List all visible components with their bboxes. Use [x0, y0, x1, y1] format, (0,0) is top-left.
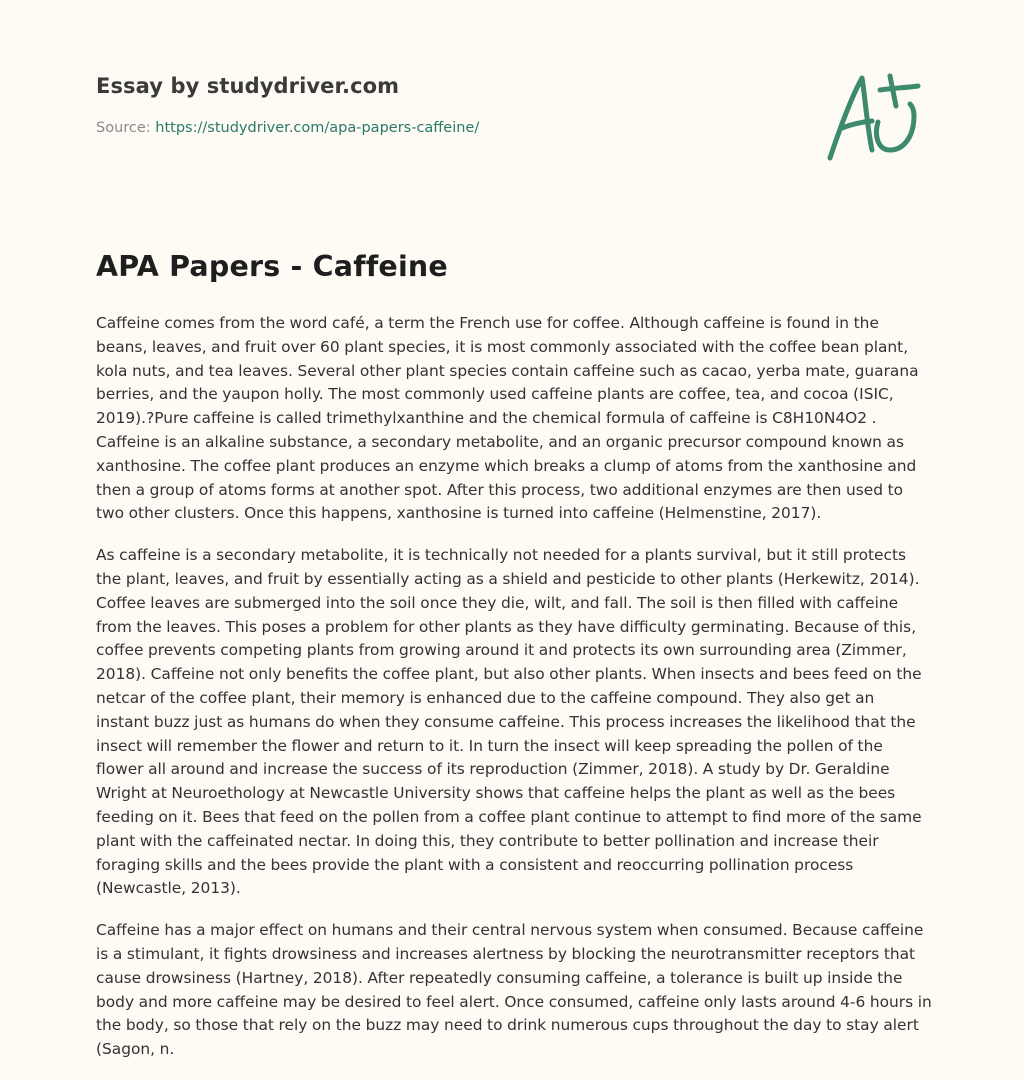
paragraph: As caffeine is a secondary metabolite, it is technically not needed for a plants survival, but it still protects the plant, leaves, and fruit by essentially acting as a shield and pesticide to other plants (Herkewitz, 2014). Coffee leaves are submerged into the soil once they die, wilt, and fall. The soil is then filled with caffeine from the leaves. This poses a problem for other plants as they have difficulty germinating. Because of this, coffee prevents competing plants from growing around it and protects its own surrounding area (Zimmer, 2018). Caffeine not only benefits the coffee plant, but also other plants. When insects and bees feed on the netcar of the coffee plant, their memory is enhanced due to the caffeine compound. They also get an instant buzz just as humans do when they consume caffeine. This process increases the likelihood that the insect will remember the flower and return to it. In turn the insect will keep spreading the pollen of the flower all around and increase the success of its reproduction (Zimmer, 2018). A study by Dr. Geraldine Wright at Neuroethology at Newcastle University shows that caffeine helps the plant as well as the bees feeding on it. Bees that feed on the pollen from a coffee plant continue to attempt to find more of the same plant with the caffeinated nectar. In doing this, they contribute to better pollination and increase their foraging skills and the bees provide the plant with a consistent and reoccurring pollination process (Newcastle, 2013). — [96, 546, 922, 898]
essay-header — [96, 74, 796, 136]
source-link[interactable]: https://studydriver.com/apa-papers-caffeine/ — [155, 120, 480, 136]
paragraph: Caffeine comes from the word café, a term the French use for coffee. Although caffeine is found in the beans, leaves, and fruit over 60 plant species, it is most commonly associated with the coffee bean plant, kola nuts, and tea leaves. Several other plant species contain caffeine such as cacao, yerba mate, guarana berries, and the yaupon holly. The most commonly used caffeine plants are coffee, tea, and cocoa (ISIC, 2019).?Pure caffeine is called trimethylxanthine and the chemical formula of caffeine is C8H10N4O2 . Caffeine is an alkaline substance, a secondary metabolite, and an organic precursor compound known as xanthosine. The coffee plant produces an enzyme which breaks a clump of atoms from the xanthosine and then a group of atoms forms at another spot. After this process, two additional enzymes are then used to two other clusters. Once this happens, xanthosine is turned into caffeine (Helmenstine, 2017). — [96, 314, 919, 523]
source-label: Source: — [96, 120, 156, 136]
site-title: Essay by studydriver.com — [96, 74, 400, 98]
page-title: APA Papers - Caffeine — [96, 250, 448, 283]
essay-body — [96, 312, 932, 1080]
paragraph: Caffeine has a major effect on humans and their central nervous system when consumed. Because caffeine is a stimulant, it fights drowsiness and increases alertness by blocking the neurotransmitter receptors that cause drowsiness (Hartney, 2018). After repeatedly consuming caffeine, a tolerance is built up inside the body and more caffeine may be desired to feel alert. Once consumed, caffeine only lasts around 4-6 hours in the body, so those that rely on the buzz may need to drink numerous cups throughout the day to stay alert (Sagon, n. — [96, 921, 932, 1059]
source-line — [96, 120, 796, 136]
a-plus-logo-icon — [822, 66, 928, 164]
